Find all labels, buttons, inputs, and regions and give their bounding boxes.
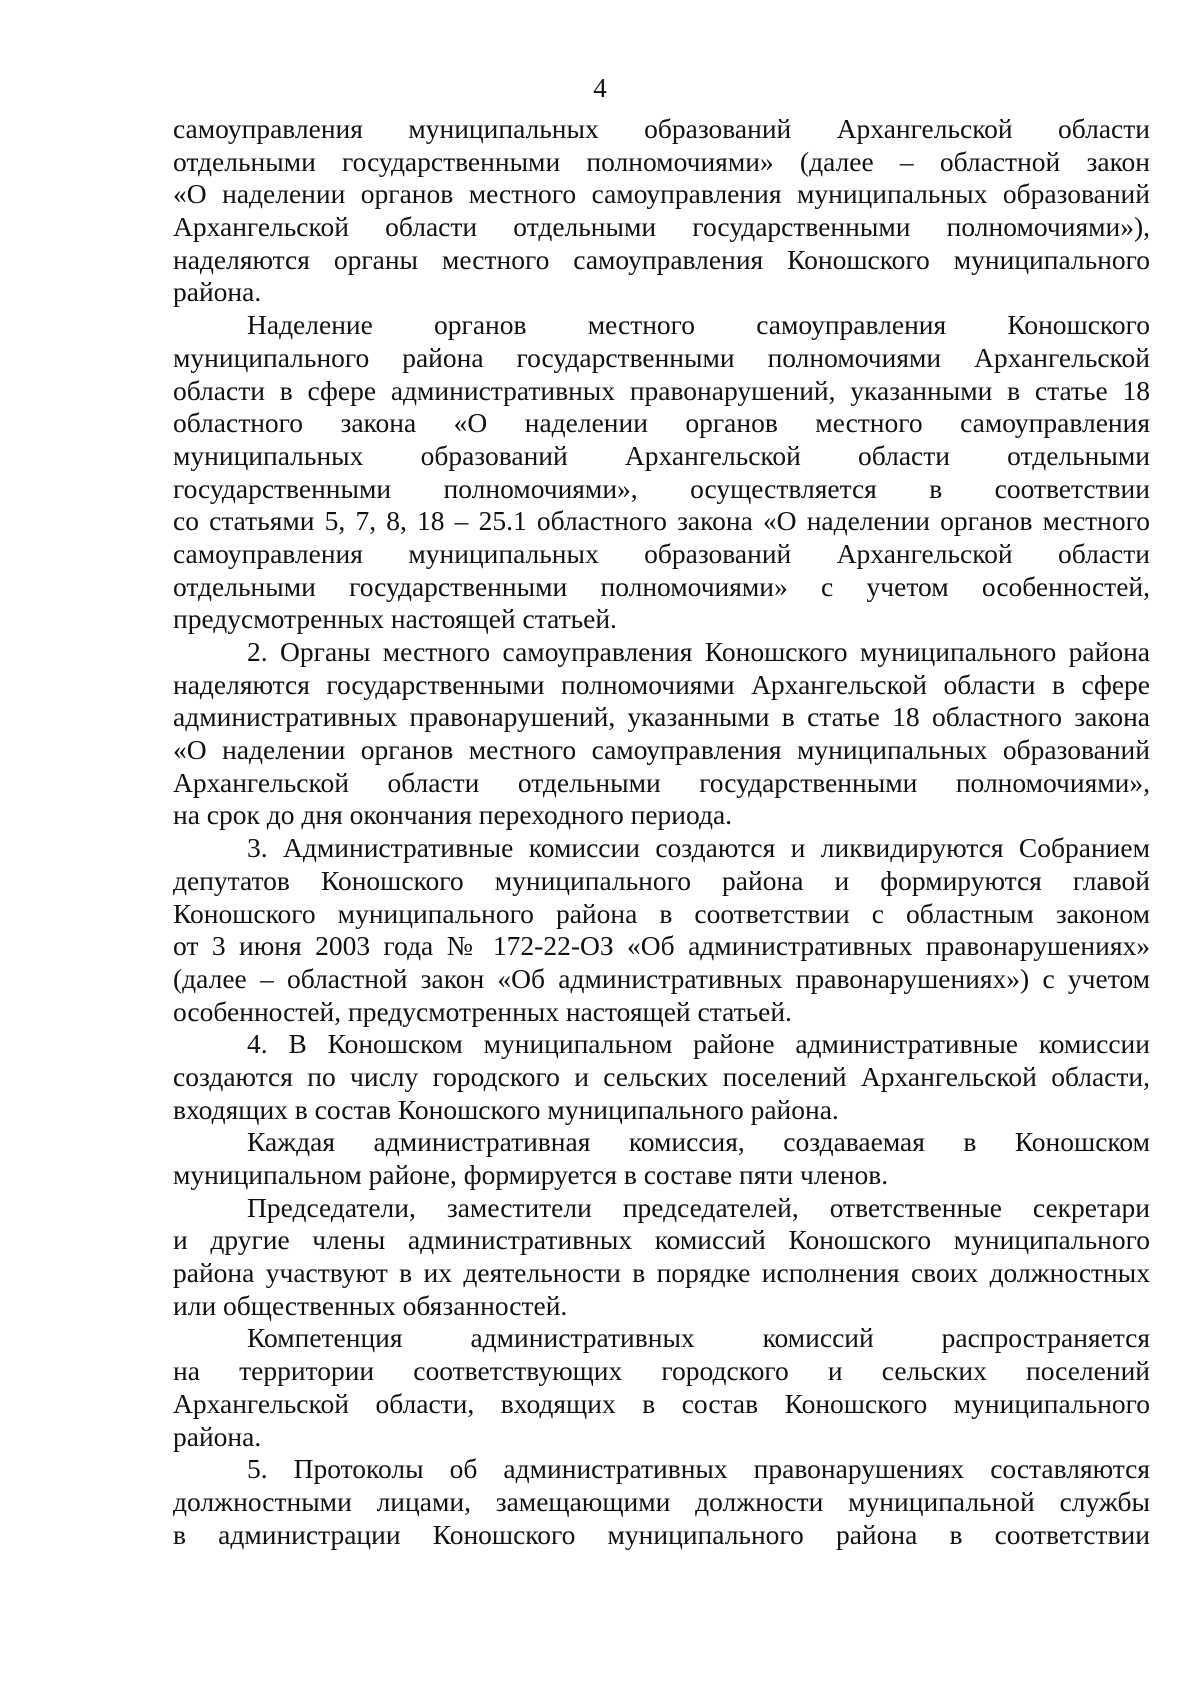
text-line: (далее – областной закон «Об административных правонарушениях») с учетом [173, 962, 1150, 994]
text-line: района. [173, 276, 262, 308]
text-line: муниципального района государственными полномочиями Архангельской [173, 341, 1150, 373]
text-line: наделяются органы местного самоуправления Коношского муниципального [173, 243, 1150, 275]
text-line: отдельными государственными полномочиями» с учетом особенностей, [173, 570, 1150, 602]
text-line: Архангельской области отдельными государственными полномочиями», [173, 766, 1150, 798]
document-body [173, 113, 1150, 1551]
text-line: Архангельской области отдельными государственными полномочиями»), [173, 211, 1150, 243]
text-line: особенностей, предусмотренных настоящей статьей. [173, 995, 792, 1027]
page-number: 4 [593, 73, 607, 103]
paragraph-start-line: Каждая административная комиссия, создаваемая в Коношском [247, 1126, 1150, 1158]
text-line: должностными лицами, замещающими должности муниципальной службы [173, 1485, 1150, 1517]
paragraph-start-line: 2. Органы местного самоуправления Коношского муниципального района [247, 636, 1150, 667]
paragraph-start-line: Наделение органов местного самоуправления Коношского [247, 309, 1150, 341]
text-line: самоуправления муниципальных образований Архангельской области [173, 537, 1150, 569]
text-line: «О наделении органов местного самоуправления муниципальных образований [173, 734, 1150, 766]
text-line: наделяются государственными полномочиями Архангельской области в сфере [173, 668, 1150, 700]
text-line: области в сфере административных правонарушений, указанными в статье 18 [173, 374, 1150, 406]
text-line: муниципальном районе, формируется в составе пяти членов. [173, 1159, 889, 1190]
text-line: депутатов Коношского муниципального района и формируются главой [173, 864, 1150, 896]
text-line: создаются по числу городского и сельских поселений Архангельской области, [173, 1060, 1150, 1092]
text-line: района. [173, 1420, 262, 1452]
paragraph-start-line: Председатели, заместители председателей, ответственные секретари [247, 1191, 1150, 1223]
text-line: в администрации Коношского муниципального района в соответствии [173, 1518, 1150, 1550]
text-line: административных правонарушений, указанными в статье 18 областного закона [173, 701, 1150, 733]
paragraph-start-line: 4. В Коношском муниципальном районе административные комиссии [247, 1028, 1150, 1060]
text-line: со статьями 5, 7, 8, 18 – 25.1 областного закона «О наделении органов местного [173, 505, 1150, 537]
text-line: самоуправления муниципальных образований Архангельской области [173, 113, 1150, 144]
text-line: предусмотренных настоящей статьей. [173, 603, 617, 635]
text-line: «О наделении органов местного самоуправления муниципальных образований [173, 178, 1150, 210]
text-line: отдельными государственными полномочиями» (далее – областной закон [173, 145, 1150, 177]
text-line: входящих в состав Коношского муниципального района. [173, 1093, 839, 1125]
text-line: района участвуют в их деятельности в порядке исполнения своих должностных [173, 1257, 1150, 1289]
paragraph-start-line: 3. Административные комиссии создаются и ликвидируются Собранием [247, 832, 1150, 864]
text-line: на срок до дня окончания переходного периода. [173, 799, 733, 831]
text-line: государственными полномочиями», осуществляется в соответствии [173, 472, 1150, 504]
text-line: и другие члены административных комиссий Коношского муниципального [173, 1224, 1150, 1256]
text-line: или общественных обязанностей. [173, 1289, 568, 1321]
paragraph-start-line: Компетенция административных комиссий распространяется [247, 1322, 1150, 1354]
paragraph-start-line: 5. Протоколы об административных правонарушениях составляются [247, 1453, 1150, 1485]
text-line: от 3 июня 2003 года № 172-22-ОЗ «Об административных правонарушениях» [173, 930, 1150, 962]
text-line: на территории соответствующих городского и сельских поселений [173, 1355, 1150, 1387]
text-line: Архангельской области, входящих в состав Коношского муниципального [173, 1387, 1150, 1419]
text-line: областного закона «О наделении органов местного самоуправления [173, 407, 1150, 439]
text-line: муниципальных образований Архангельской области отдельными [173, 439, 1150, 471]
text-line: Коношского муниципального района в соответствии с областным законом [173, 897, 1150, 929]
